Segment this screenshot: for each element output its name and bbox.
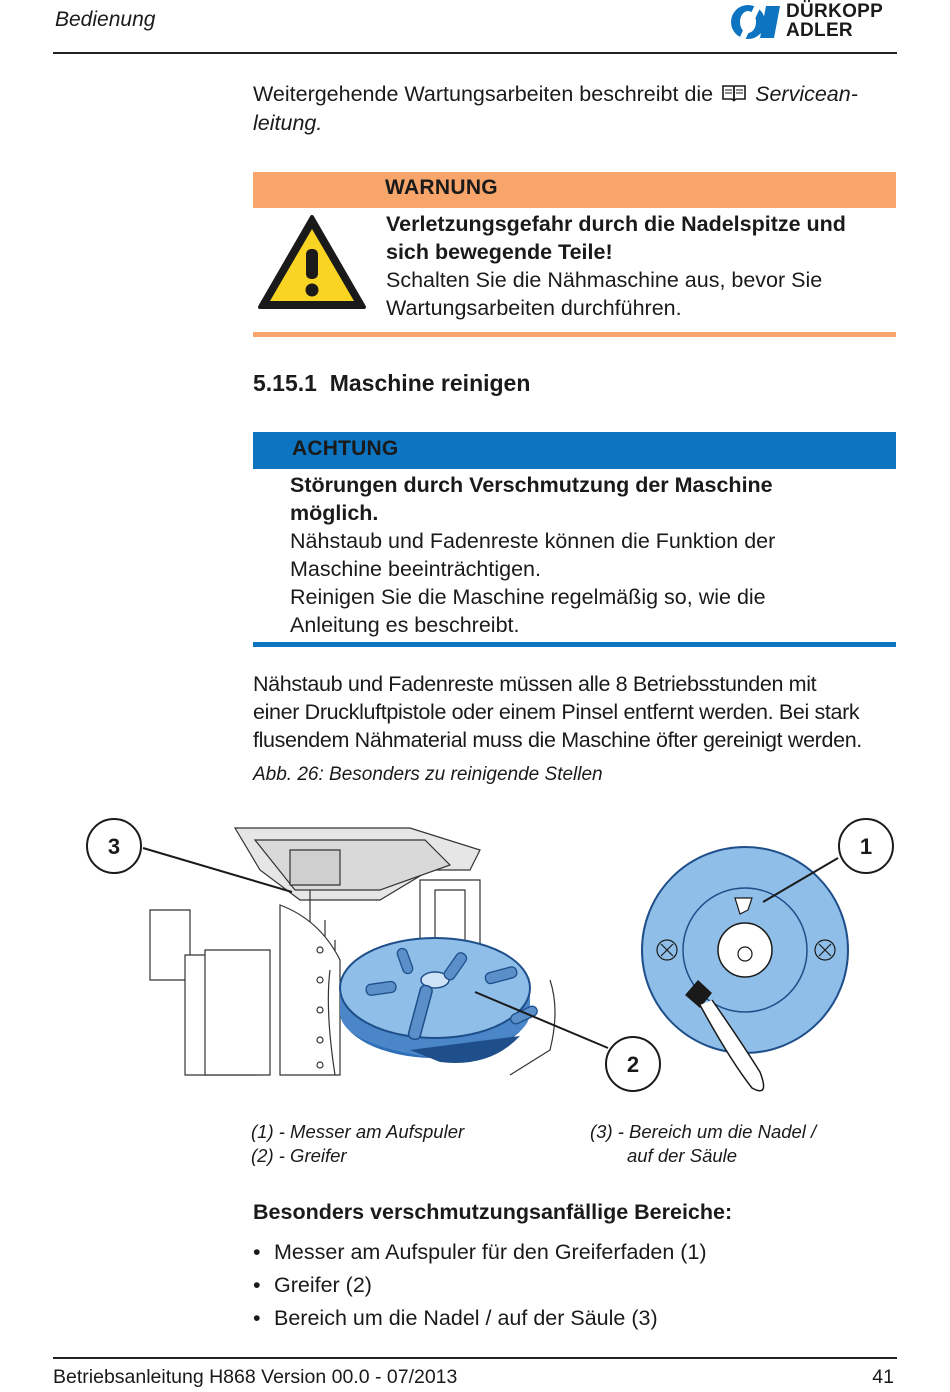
- paragraph-line2: einer Druckluftpistole oder einem Pinsel entfernt werden. Bei stark: [253, 700, 860, 724]
- cleaning-areas-list: [253, 1238, 707, 1337]
- footer-rule: [53, 1357, 897, 1359]
- legend-item-1: (1) - Messer am Aufspuler: [251, 1121, 465, 1142]
- warning-title: WARNUNG: [385, 176, 498, 199]
- list-item: • Greifer (2): [253, 1273, 372, 1297]
- brand-logo: [728, 2, 898, 44]
- list-heading: Besonders verschmutzungsanfällige Bereiche:: [253, 1200, 733, 1224]
- list-item-text: Bereich um die Nadel / auf der Säule (3): [274, 1306, 658, 1330]
- callout-1: [839, 819, 893, 873]
- logo-text-line1: DÜRKOPP: [786, 1, 884, 22]
- cleaning-points-figure: [80, 810, 900, 1100]
- warning-body-line1: Schalten Sie die Nähmaschine aus, bevor Sie: [386, 268, 823, 292]
- paragraph-line3: flusendem Nähmaterial muss die Maschine öfter gereinigt werden.: [253, 728, 862, 752]
- page-number: 41: [872, 1366, 894, 1388]
- callout-2: [606, 1037, 660, 1091]
- caution-body-line3: Reinigen Sie die Maschine regelmäßig so, wie die: [290, 585, 766, 609]
- intro-period: .: [316, 111, 323, 135]
- caution-body-line2: Maschine beeinträchtigen.: [290, 557, 541, 581]
- caution-headline-line1: Störungen durch Verschmutzung der Maschine: [290, 473, 773, 497]
- caution-title: ACHTUNG: [292, 437, 399, 460]
- caution-body-line1: Nähstaub und Fadenreste können die Funktion der: [290, 529, 776, 553]
- page-header-title: Bedienung: [55, 8, 156, 31]
- footer-document-info: Betriebsanleitung H868 Version 00.0 - 07/2013: [53, 1366, 458, 1388]
- callout-3-label: 3: [107, 834, 121, 859]
- list-item-text: Messer am Aufspuler für den Greiferfaden (1): [274, 1240, 707, 1264]
- service-manual-link[interactable]: Servicean-: [755, 82, 858, 106]
- service-manual-link-cont[interactable]: leitung: [253, 111, 317, 135]
- figure-legend-left: [251, 1120, 464, 1168]
- paragraph-line1: Nähstaub und Fadenreste müssen alle 8 Betriebsstunden mit: [253, 672, 817, 696]
- figure-legend-right: [590, 1120, 816, 1168]
- hook-greifer-illustration: [340, 938, 539, 1063]
- callout-1-label: 1: [859, 834, 873, 859]
- list-item: • Messer am Aufspuler für den Greiferfaden (1): [253, 1240, 707, 1264]
- caution-bottom-rule: [253, 642, 896, 647]
- legend-item-3-cont: auf der Säule: [627, 1145, 738, 1166]
- figure-caption: Abb. 26: Besonders zu reinigende Stellen: [253, 764, 603, 785]
- legend-item-2: (2) - Greifer: [251, 1145, 347, 1166]
- book-icon: [721, 83, 747, 103]
- warning-body-line2: Wartungsarbeiten durchführen.: [386, 296, 682, 320]
- callout-3: [87, 819, 141, 873]
- logo-mark-icon: [728, 2, 784, 42]
- intro-paragraph: [253, 80, 903, 138]
- warning-headline-line2: sich bewegende Teile!: [386, 240, 613, 264]
- bobbin-winder-knife-illustration: [642, 847, 848, 1091]
- warning-text: [386, 210, 896, 322]
- legend-item-3: (3) - Bereich um die Nadel /: [590, 1121, 817, 1142]
- section-heading: 5.15.1 Maschine reinigen: [253, 370, 531, 396]
- intro-text: Weitergehende Wartungsarbeiten beschreibt die: [253, 82, 714, 106]
- warning-bottom-rule: [253, 332, 896, 337]
- caution-body-line4: Anleitung es beschreibt.: [290, 613, 520, 637]
- warning-triangle-icon: [256, 213, 368, 311]
- header-rule: [53, 52, 897, 54]
- logo-text-line2: ADLER: [786, 20, 853, 41]
- list-item-text: Greifer (2): [274, 1273, 372, 1297]
- warning-bar: [253, 172, 896, 208]
- warning-headline-line1: Verletzungsgefahr durch die Nadelspitze und: [386, 212, 846, 236]
- list-item: • Bereich um die Nadel / auf der Säule (3): [253, 1306, 658, 1330]
- cleaning-paragraph: [253, 670, 901, 754]
- caution-headline-line2: möglich.: [290, 501, 379, 525]
- logo-text: [786, 2, 883, 40]
- caution-text: [290, 471, 850, 639]
- callout-2-label: 2: [626, 1052, 640, 1077]
